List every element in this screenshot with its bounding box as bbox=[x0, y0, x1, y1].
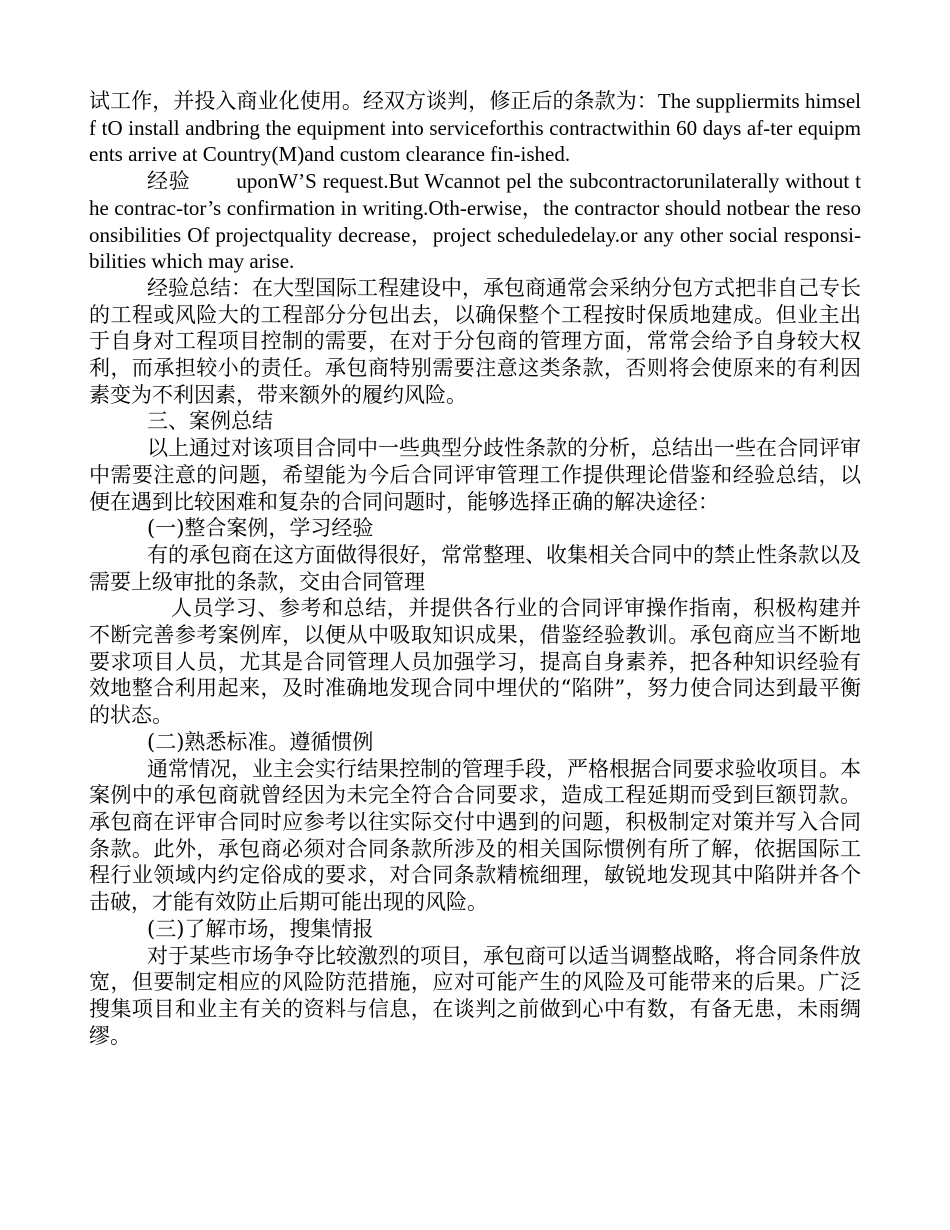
paragraph-staff-learning: 人员学习、参考和总结，并提供各行业的合同评审操作指南，积极构建并不断完善参考案例库，以便从中吸取知识成果，借鉴经验教训。承包商应当不断地要求项目人员，尤其是合同管理人员加强学习，提高自身素养，把各种知识经验有效地整合利用起来，及时准确地发现合同中埋伏的“陷阱”，努力使合同达到最平衡的状态。 bbox=[89, 596, 861, 728]
paragraph-subcontract-clause bbox=[89, 168, 861, 275]
subheading-integrate-cases: (一)整合案例，学习经验 bbox=[147, 516, 374, 541]
section-heading-case-summary: 三、案例总结 bbox=[147, 409, 273, 434]
document-body bbox=[89, 88, 861, 1049]
paragraph-experience-summary: 经验总结：在大型国际工程建设中，承包商通常会采纳分包方式把非自己专长的工程或风险大的工程部分分包出去，以确保整个工程按时保质地建成。但业主出于自身对工程项目控制的需要，在对于分包商的管理方面，常常会给予自身较大权利，而承担较小的责任。承包商特别需要注意这类条款，否则将会使原来的有利因素变为不利因素，带来额外的履约风险。 bbox=[89, 275, 861, 407]
paragraph-subcontract-clause-en: uponW’S request.But Wcannot pel the subcontractorunilaterally without the contrac-tor’s confirmation in writing.Oth-erwise，the contractor should notbear the resoonsibilities Of projectquality decrease，project scheduledelay.or any other social responsi-bilities which may arise. bbox=[89, 169, 861, 274]
subheading-follow-standards: (二)熟悉标准。遵循惯例 bbox=[147, 729, 374, 754]
paragraph-clause-revision-en: The suppliermits himself tO install andbring the equipment into serviceforthis contractwithin 60 days af-ter equipments arrive at Country(M)and custom clearance fin-ished. bbox=[89, 89, 861, 167]
paragraph-case-summary-intro: 以上通过对该项目合同中一些典型分歧性条款的分析，总结出一些在合同评审中需要注意的问题，希望能为今后合同评审管理工作提供理论借鉴和经验总结，以便在遇到比较困难和复杂的合同问题时，能够选择正确的解决途径： bbox=[89, 436, 861, 514]
paragraph-integrate-cases: 有的承包商在这方面做得很好，常常整理、收集相关合同中的禁止性条款以及需要上级审批的条款，交由合同管理 bbox=[89, 542, 861, 594]
paragraph-subcontract-clause-zh: 经验 bbox=[147, 169, 191, 194]
paragraph-clause-revision bbox=[89, 88, 861, 168]
subheading-market-intelligence: (三)了解市场，搜集情报 bbox=[147, 916, 374, 941]
paragraph-market-intelligence: 对于某些市场争夺比较激烈的项目，承包商可以适当调整战略，将合同条件放宽，但要制定相应的风险防范措施，应对可能产生的风险及可能带来的后果。广泛搜集项目和业主有关的资料与信息，在谈判之前做到心中有数，有备无患，未雨绸缪。 bbox=[89, 943, 861, 1048]
paragraph-clause-revision-zh: 试工作，并投入商业化使用。经双方谈判，修正后的条款为： bbox=[89, 89, 658, 113]
paragraph-follow-standards: 通常情况，业主会实行结果控制的管理手段，严格根据合同要求验收项目。本案例中的承包商就曾经因为未完全符合合同要求，造成工程延期而受到巨额罚款。承包商在评审合同时应参考以往实际交付中遇到的问题，积极制定对策并写入合同条款。此外，承包商必须对合同条款所涉及的相关国际惯例有所了解，依据国际工程行业领域内约定俗成的要求，对合同条款精梳细理，敏锐地发现其中陷阱并各个击破，才能有效防止后期可能出现的风险。 bbox=[89, 756, 861, 915]
